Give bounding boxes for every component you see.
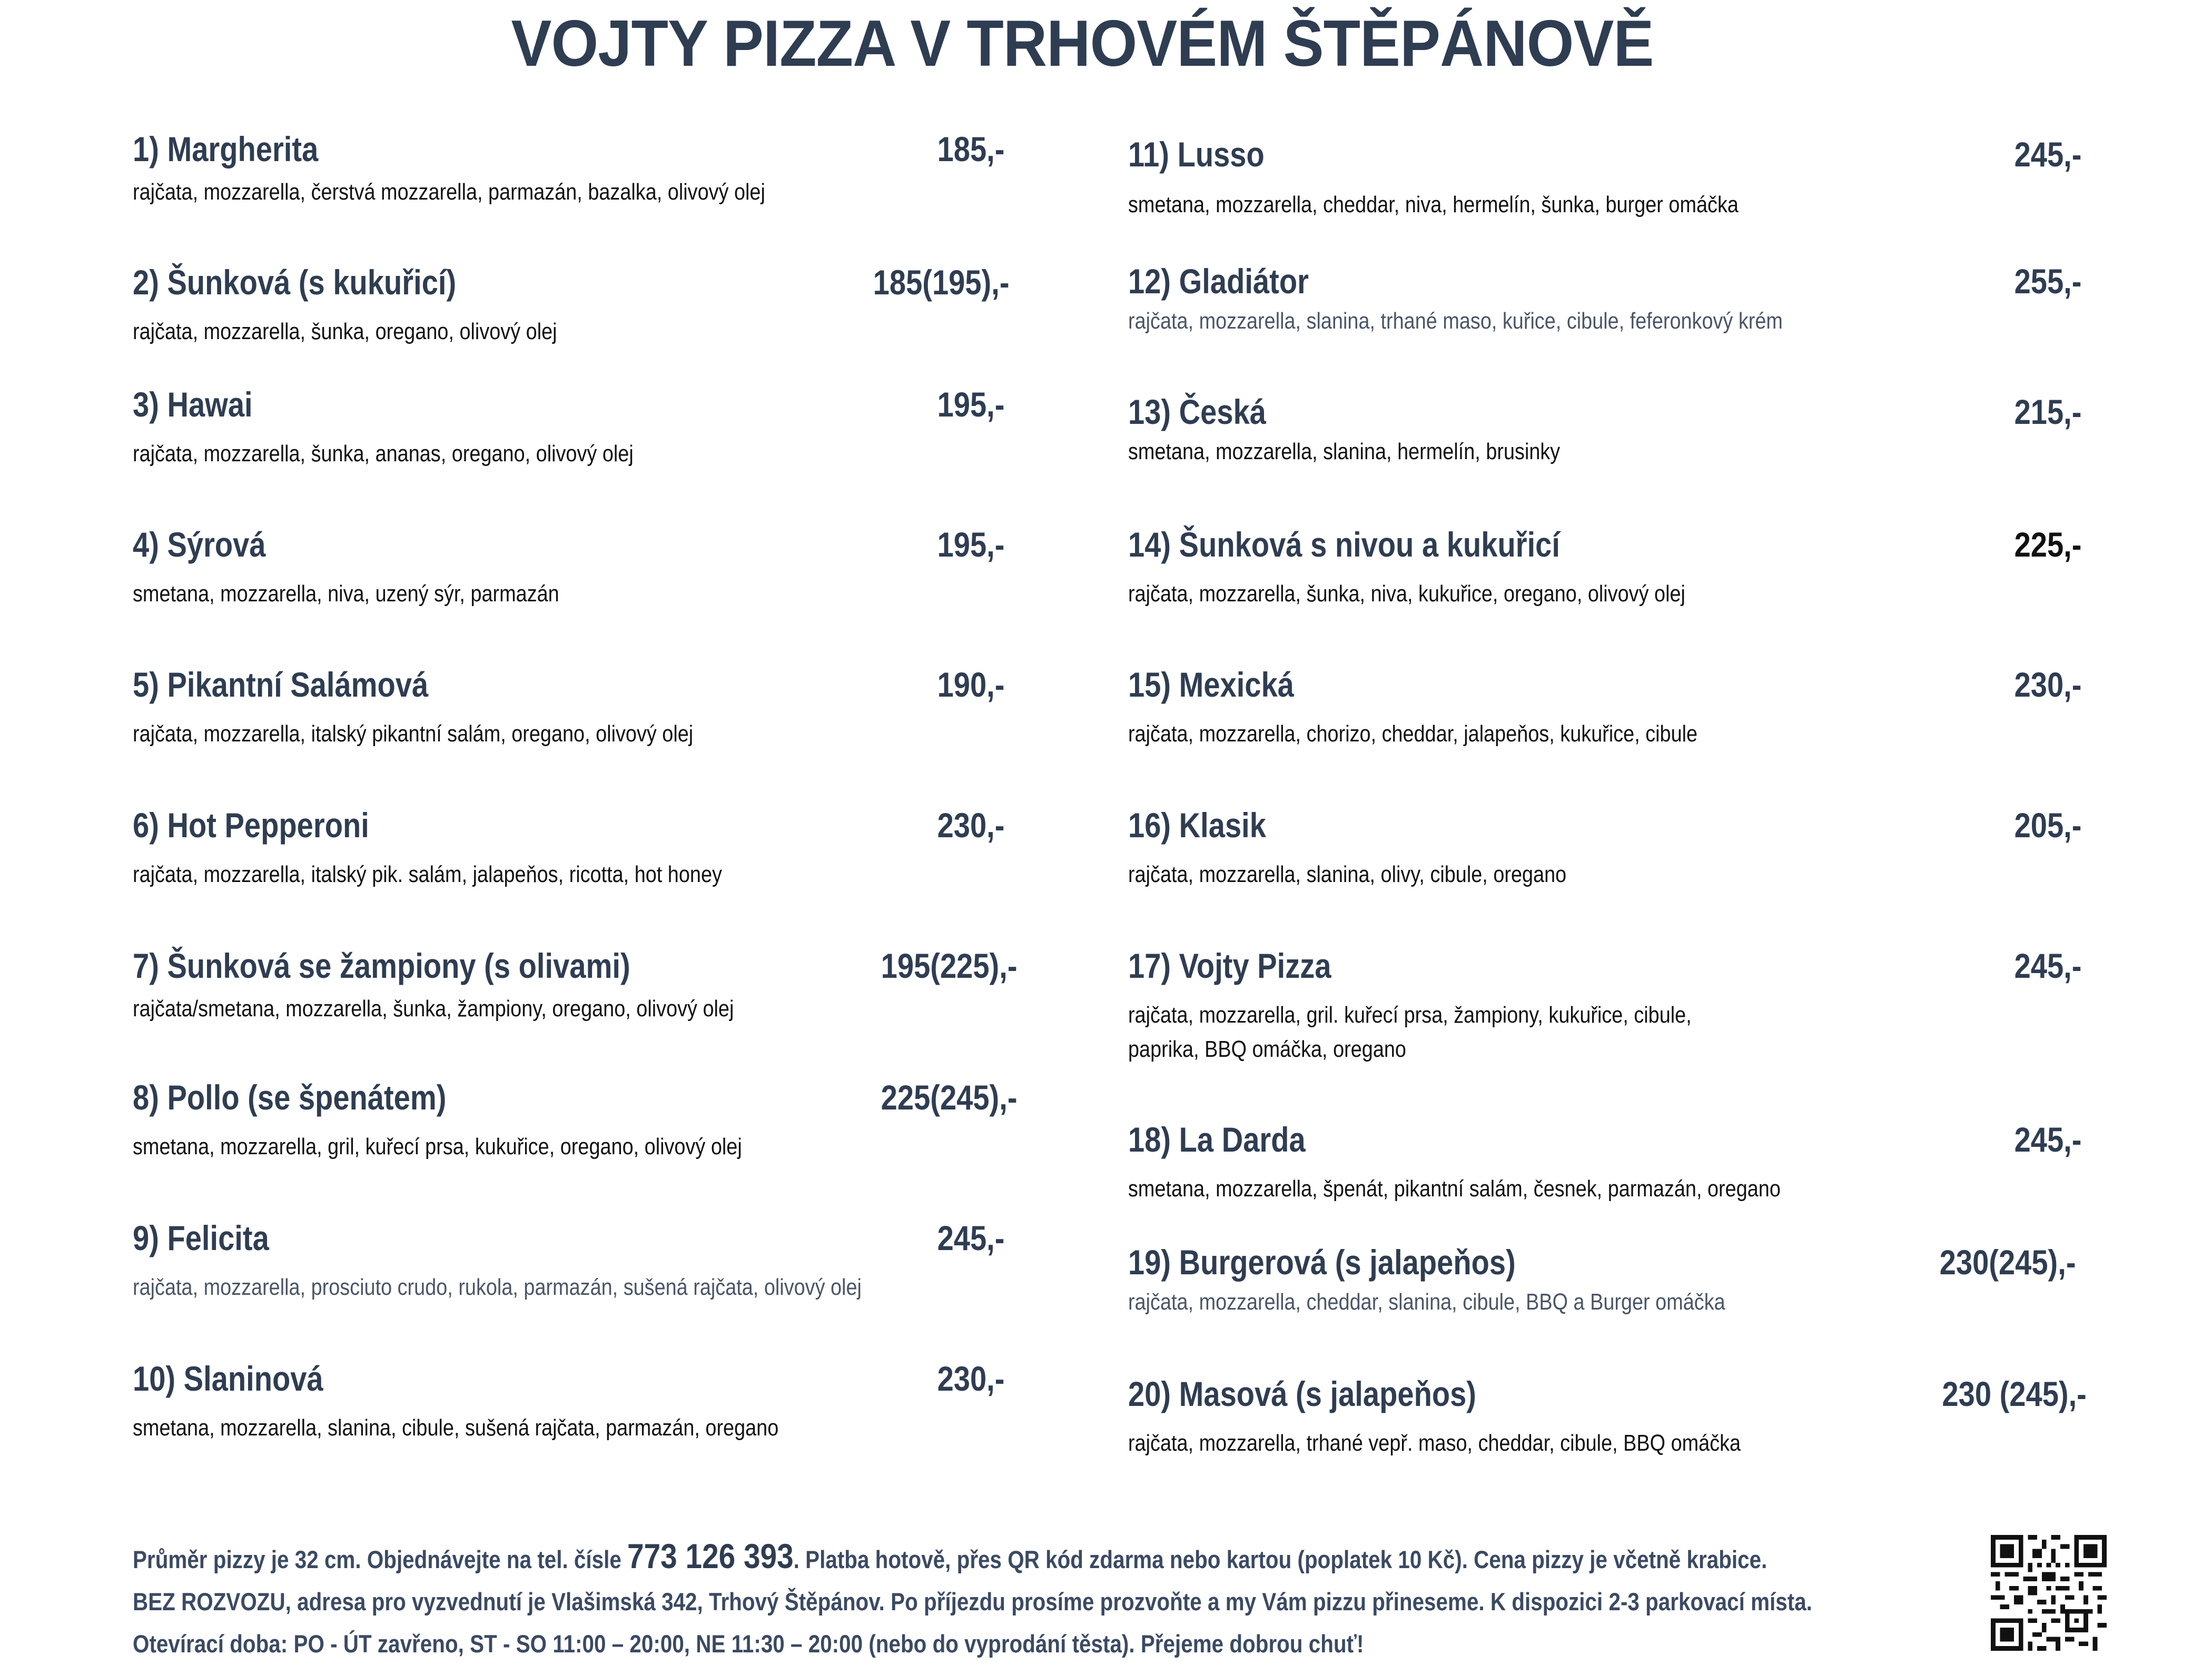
pizza-ingredients: rajčata, mozzarella, slanina, trhané maso, kuřice, cibule, feferonkový krém <box>1128 308 1783 334</box>
pizza-price: 195,- <box>937 525 1004 564</box>
pizza-price: 230,- <box>937 806 1004 845</box>
pizza-ingredients: rajčata, mozzarella, čerstvá mozzarella, parmazán, bazalka, olivový olej <box>133 179 765 205</box>
pizza-ingredients: rajčata, mozzarella, slanina, olivy, cibule, oregano <box>1128 861 1567 887</box>
pizza-ingredients: rajčata, mozzarella, gril. kuřecí prsa, žampiony, kukuřice, cibule, <box>1128 1002 1692 1028</box>
pizza-ingredients: smetana, mozzarella, niva, uzený sýr, parmazán <box>133 581 559 607</box>
pizza-name: 19) Burgerová (s jalapeňos) <box>1128 1243 1516 1282</box>
pizza-ingredients: rajčata, mozzarella, šunka, oregano, olivový olej <box>133 319 557 344</box>
pizza-name: 10) Slaninová <box>133 1359 323 1398</box>
pizza-price: 245,- <box>2014 946 2081 985</box>
pizza-price: 230 (245),- <box>1942 1374 2087 1413</box>
pizza-name: 15) Mexická <box>1128 665 1294 704</box>
pizza-price: 225,- <box>2014 525 2081 564</box>
pizza-ingredients: smetana, mozzarella, gril, kuřecí prsa, kukuřice, oregano, olivový olej <box>133 1134 742 1159</box>
pizza-ingredients: smetana, mozzarella, špenát, pikantní salám, česnek, parmazán, oregano <box>1128 1176 1781 1202</box>
pizza-price: 215,- <box>2014 392 2081 431</box>
page-title: VOJTY PIZZA V TRHOVÉM ŠTĚPÁNOVĚ <box>511 7 1654 80</box>
menu-item <box>133 129 1018 219</box>
pizza-name: 17) Vojty Pizza <box>1128 946 1331 985</box>
pizza-ingredients: rajčata, mozzarella, trhané vepř. maso, cheddar, cibule, BBQ omáčka <box>1128 1430 1741 1456</box>
pizza-name: 13) Česká <box>1128 392 1266 431</box>
pizza-price: 205,- <box>2014 806 2081 845</box>
menu-item <box>133 1359 1018 1448</box>
menu-item <box>1128 1374 2087 1463</box>
menu-item <box>133 1077 1018 1167</box>
pizza-price: 225(245),- <box>881 1078 1018 1117</box>
pizza-name: 18) La Darda <box>1128 1120 1306 1159</box>
footer-text: . Platba hotově, přes QR kód zdarma nebo kartou (poplatek 10 Kč). Cena pizzy je včetně krabice. <box>793 1545 1767 1573</box>
pizza-price: 245,- <box>937 1218 1004 1257</box>
menu-item <box>133 805 1018 895</box>
phone-number[interactable]: 773 126 393 <box>627 1537 794 1575</box>
pizza-price: 195,- <box>937 385 1004 424</box>
menu-item <box>133 946 1018 1035</box>
menu-item <box>1128 524 2081 614</box>
menu-item <box>1128 134 2081 224</box>
pizza-price: 230(245),- <box>1940 1243 2076 1282</box>
pizza-name: 4) Sýrová <box>133 525 266 564</box>
footer-line-2: BEZ ROZVOZU, adresa pro vyzvednutí je Vlašimská 342, Trhový Štěpánov. Po příjezdu prosíme prozvoňte a my Vám pizzu přineseme. K dispozici 2-3 parkovací místa. <box>133 1588 1812 1616</box>
pizza-name: 3) Hawai <box>133 385 253 424</box>
pizza-price: 190,- <box>937 665 1004 704</box>
pizza-ingredients: rajčata, mozzarella, prosciuto crudo, rukola, parmazán, sušená rajčata, olivový olej <box>133 1274 862 1300</box>
pizza-price: 195(225),- <box>881 946 1018 985</box>
pizza-name: 11) Lusso <box>1128 135 1265 174</box>
pizza-ingredients: rajčata, mozzarella, šunka, niva, kukuřice, oregano, olivový olej <box>1128 581 1685 607</box>
footer-info <box>133 1535 1812 1665</box>
menu-item <box>133 1218 1018 1307</box>
pizza-price: 230,- <box>2014 665 2081 704</box>
pizza-name: 8) Pollo (se špenátem) <box>133 1078 447 1117</box>
pizza-name: 7) Šunková se žampiony (s olivami) <box>133 946 630 985</box>
menu-item <box>133 384 1018 474</box>
pizza-price: 185(195),- <box>873 263 1010 302</box>
pizza-name: 6) Hot Pepperoni <box>133 806 369 845</box>
menu-item <box>1128 392 2081 481</box>
pizza-name: 14) Šunková s nivou a kukuřicí <box>1128 525 1560 564</box>
pizza-ingredients: rajčata, mozzarella, italský pikantní salám, oregano, olivový olej <box>133 721 694 747</box>
pizza-price: 245,- <box>2014 1120 2081 1159</box>
menu-item <box>1128 1119 2081 1209</box>
pizza-ingredients: smetana, mozzarella, slanina, cibule, sušená rajčata, parmazán, oregano <box>133 1415 779 1441</box>
pizza-ingredients: rajčata/smetana, mozzarella, šunka, žampiony, oregano, olivový olej <box>133 996 734 1022</box>
footer-text: Průměr pizzy je 32 cm. Objednávejte na tel. čísle <box>133 1545 628 1573</box>
footer-line-3: Otevírací doba: PO - ÚT zavřeno, ST - SO 11:00 – 20:00, NE 11:30 – 20:00 (nebo do vyprodání těsta). Přejeme dobrou chuť! <box>133 1630 1364 1658</box>
pizza-ingredients: rajčata, mozzarella, cheddar, slanina, cibule, BBQ a Burger omáčka <box>1128 1289 1725 1315</box>
menu-item <box>133 524 1018 614</box>
footer-line-1 <box>133 1535 1812 1581</box>
pizza-ingredients: rajčata, mozzarella, chorizo, cheddar, jalapeňos, kukuřice, cibule <box>1128 721 1698 747</box>
pizza-ingredients-line2: paprika, BBQ omáčka, oregano <box>1128 1036 1406 1062</box>
pizza-name: 12) Gladiátor <box>1128 262 1309 301</box>
menu-item <box>1128 946 2081 1067</box>
pizza-price: 230,- <box>937 1359 1004 1398</box>
pizza-ingredients: smetana, mozzarella, slanina, hermelín, brusinky <box>1128 439 1561 464</box>
pizza-name: 5) Pikantní Salámová <box>133 665 429 704</box>
pizza-price: 255,- <box>2014 262 2081 301</box>
pizza-name: 9) Felicita <box>133 1218 269 1257</box>
pizza-name: 16) Klasik <box>1128 806 1266 845</box>
menu-item <box>133 262 1018 352</box>
menu-item <box>1128 1242 2081 1332</box>
pizza-name: 1) Margherita <box>133 130 319 169</box>
pizza-ingredients: rajčata, mozzarella, italský pik. salám, jalapeňos, ricotta, hot honey <box>133 861 722 887</box>
menu-item <box>1128 805 2081 895</box>
pizza-name: 20) Masová (s jalapeňos) <box>1128 1374 1476 1413</box>
pizza-ingredients: smetana, mozzarella, cheddar, niva, hermelín, šunka, burger omáčka <box>1128 192 1739 217</box>
pizza-ingredients: rajčata, mozzarella, šunka, ananas, oregano, olivový olej <box>133 441 634 467</box>
qr-code-icon[interactable] <box>1991 1535 2107 1651</box>
pizza-name: 2) Šunková (s kukuřicí) <box>133 263 457 302</box>
pizza-price: 185,- <box>937 130 1004 169</box>
menu-item <box>133 665 1018 754</box>
pizza-price: 245,- <box>2014 135 2081 174</box>
menu-item <box>1128 665 2081 754</box>
menu-item <box>1128 261 2081 351</box>
